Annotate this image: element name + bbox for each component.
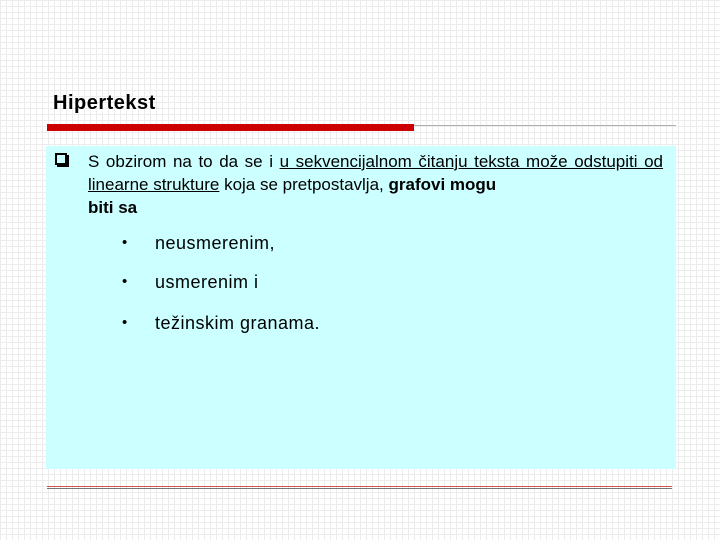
- paragraph-text: koja se pretpostavlja,: [219, 175, 389, 194]
- footer-divider: [47, 488, 672, 489]
- list-item-text: težinskim granama.: [155, 313, 321, 333]
- bullet-dot-icon: •: [122, 314, 128, 331]
- bullet-dot-icon: •: [122, 273, 128, 290]
- list-item-text: usmerenim i: [155, 272, 259, 292]
- title-accent-bar: [47, 124, 414, 131]
- footer-divider: [47, 486, 672, 487]
- title-divider: [414, 125, 676, 126]
- list-item-text: neusmerenim,: [155, 233, 276, 253]
- paragraph-underlined-text: u sekvencijalnom čitanju teksta može odstupiti od linearne strukture: [88, 152, 664, 194]
- paragraph-text: S obzirom na to da se i: [88, 152, 280, 171]
- slide-title: Hipertekst: [53, 92, 156, 114]
- bullet-dot-icon: •: [122, 234, 128, 251]
- paragraph-bold-text: biti sa: [88, 198, 138, 217]
- square-bullet-icon: [55, 153, 67, 165]
- paragraph-bold-text: grafovi mogu: [388, 175, 497, 194]
- intro-paragraph: [88, 150, 663, 219]
